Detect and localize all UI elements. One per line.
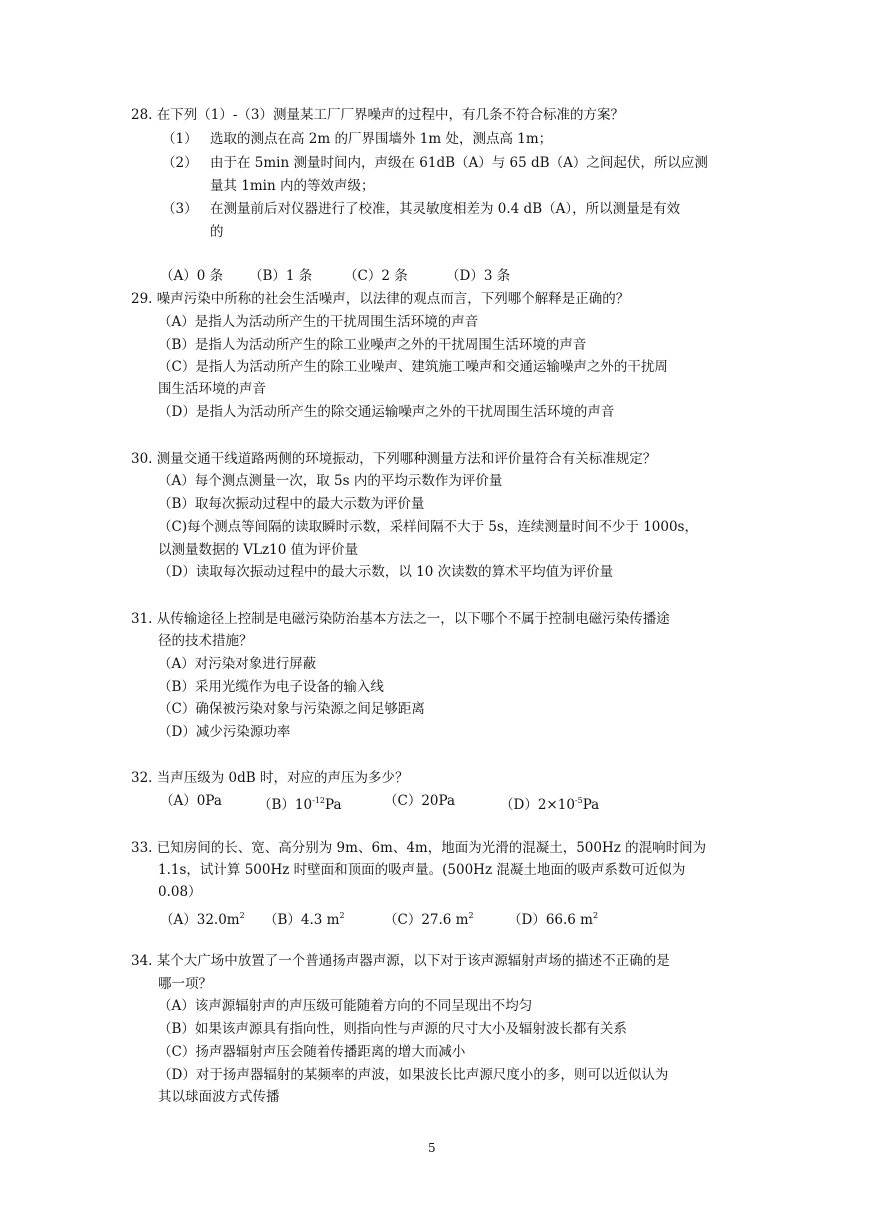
q33-option-a: $(A)32.0m^2$ xyxy=(160,911,245,928)
q32-option-b: $(B)10^{-12}Pa$ xyxy=(258,796,342,813)
q28-item-3-line2: 的 xyxy=(210,224,224,240)
q30-option-d: （D）读取每次振动过程中的最大示数，以 10 次读数的算术平均值为评价量 xyxy=(158,564,614,580)
q29-option-c-line2: 围生活环境的声音 xyxy=(158,381,266,397)
q28-item-2-line2: 量其 1min 内的等效声级； xyxy=(210,178,375,194)
q28-option-b: （B）1 条 xyxy=(249,268,313,284)
q28-option-c: （C）2 条 xyxy=(344,268,408,284)
q34-option-a: （A）该声源辐射声的声压级可能随着方向的不同呈现出不均匀 xyxy=(158,998,533,1014)
question-28-stem: 28. 在下列（1）-（3）测量某工厂厂界噪声的过程中，有几条不符合标准的方案？ xyxy=(131,107,624,123)
q28-option-a: （A）0 条 xyxy=(160,268,224,284)
question-33-stem-line2: 1.1s，试计算 500Hz 时壁面和顶面的吸声量。(500Hz 混凝土地面的吸声系数可近似为 xyxy=(158,862,686,878)
question-33-stem-line3: 0.08） xyxy=(158,884,202,900)
q29-option-d: （D）是指人为活动所产生的除交通运输噪声之外的干扰周围生活环境的声音 xyxy=(158,404,615,420)
question-34-stem-line2: 哪一项？ xyxy=(158,976,212,992)
q29-option-c-line1: （C）是指人为活动所产生的除工业噪声、建筑施工噪声和交通运输噪声之外的干扰周 xyxy=(158,359,668,375)
page-number: 5 xyxy=(428,1141,436,1155)
question-34-stem-line1: 34. 某个大广场中放置了一个普通扬声器声源，以下对于该声源辐射声场的描述不正确的是 xyxy=(131,953,670,969)
q33-option-c: （C）27.6 $m^2$ xyxy=(384,911,474,928)
question-31-stem-line1: 31. 从传输途径上控制是电磁污染防治基本方法之一，以下哪个不属于控制电磁污染传播途 xyxy=(131,611,670,627)
q31-option-b: （B）采用光缆作为电子设备的输入线 xyxy=(158,679,384,695)
q28-item-2-number: （2） xyxy=(162,155,198,171)
q30-option-c-line1: （C)每个测点等间隔的读取瞬时示数，采样间隔不大于 5s，连续测量时间不少于 1000s， xyxy=(158,519,698,535)
q28-option-d: （D）3 条 xyxy=(446,268,511,284)
q31-option-c: （C）确保被污染对象与污染源之间足够距离 xyxy=(158,701,425,717)
q28-item-2-line1: 由于在 5min 测量时间内，声级在 61dB（A）与 65 dB（A）之间起伏，所以应测 xyxy=(210,155,708,171)
q31-option-a: （A）对污染对象进行屏蔽 xyxy=(158,656,317,672)
q34-option-c: （C）扬声器辐射声压会随着传播距离的增大而减小 xyxy=(158,1044,466,1060)
q32-option-a: （A）0Pa xyxy=(160,793,222,809)
q34-option-b: （B）如果该声源具有指向性，则指向性与声源的尺寸大小及辐射波长都有关系 xyxy=(158,1021,627,1037)
question-29-stem: 29. 噪声污染中所称的社会生活噪声，以法律的观点而言，下列哪个解释是正确的？ xyxy=(131,291,630,307)
q28-item-1-number: （1） xyxy=(162,131,198,147)
q30-option-c-line2: 以测量数据的 VLz10 值为评价量 xyxy=(158,542,359,558)
question-30-stem: 30. 测量交通干线道路两侧的环境振动，下列哪种测量方法和评价量符合有关标准规定？ xyxy=(131,451,657,467)
q33-option-d: （D）66.6 $m^2$ xyxy=(508,911,599,928)
q30-option-b: （B）取每次振动过程中的最大示数为评价量 xyxy=(158,496,425,512)
q34-option-d-line2: 其以球面波方式传播 xyxy=(158,1089,280,1105)
q29-option-a: （A）是指人为活动所产生的干扰周围生活环境的声音 xyxy=(158,314,479,330)
q32-option-c: （C）20Pa xyxy=(384,793,456,809)
q31-option-d: （D）减少污染源功率 xyxy=(158,724,291,740)
q34-option-d-line1: （D）对于扬声器辐射的某频率的声波，如果波长比声源尺度小的多，则可以近似认为 xyxy=(158,1067,669,1083)
q29-option-b: （B）是指人为活动所产生的除工业噪声之外的干扰周围生活环境的声音 xyxy=(158,337,587,353)
question-32-stem: 32. 当声压级为 0dB 时，对应的声压为多少？ xyxy=(131,770,409,786)
q28-item-1: 选取的测点在高 2m 的厂界围墙外 1m 处，测点高 1m； xyxy=(210,131,553,147)
q28-item-3-number: （3） xyxy=(162,201,198,217)
q30-option-a: （A）每个测点测量一次，取 5s 内的平均示数作为评价量 xyxy=(158,473,503,489)
question-31-stem-line2: 径的技术措施？ xyxy=(158,633,253,649)
q32-option-d: $(D)2\times 10^{-5}Pa$ xyxy=(500,796,600,813)
question-33-stem-line1: 33. 已知房间的长、宽、高分别为 9m、6m、4m，地面为光滑的混凝土，500Hz 的混响时间为 xyxy=(131,840,707,856)
q33-option-b: （B）4.3 $m^2$ xyxy=(264,911,345,928)
q28-item-3-line1: 在测量前后对仪器进行了校准，其灵敏度相差为 0.4 dB（A），所以测量是有效 xyxy=(210,201,681,217)
